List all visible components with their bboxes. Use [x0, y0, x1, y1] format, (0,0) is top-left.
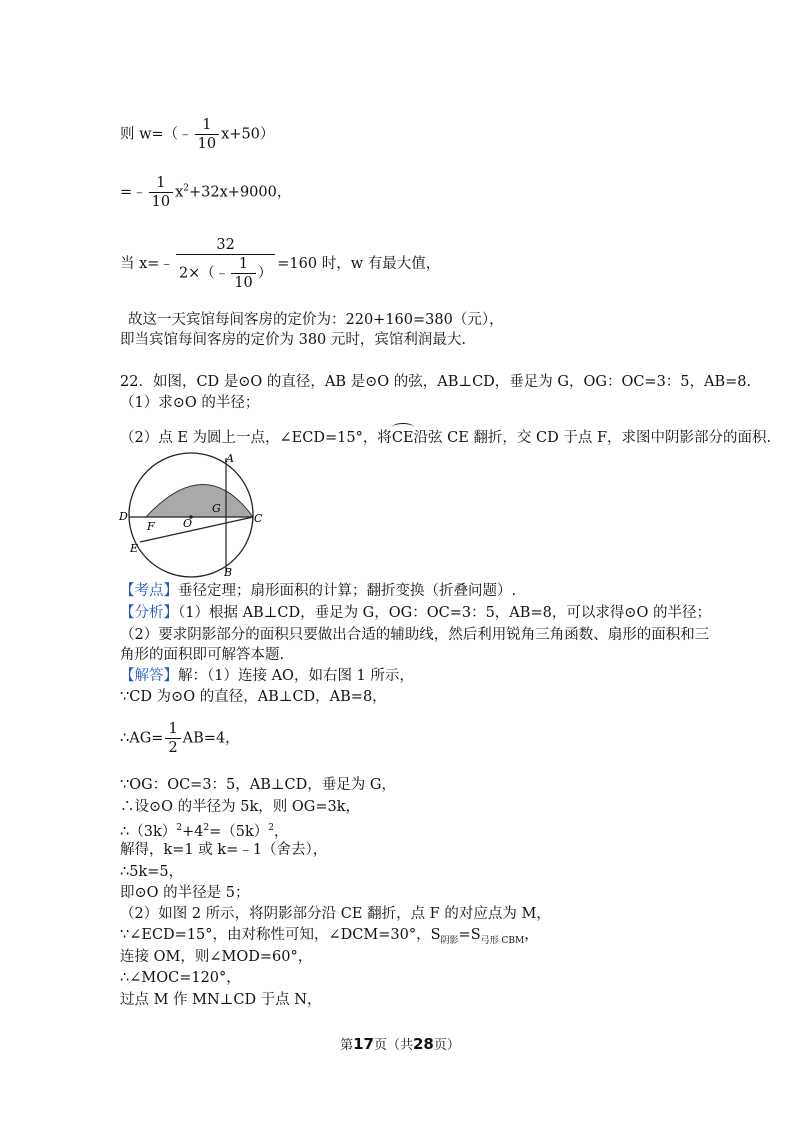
question-22-part1: （1）求⊙O 的半径；	[120, 395, 260, 411]
text: +32x+9000，	[189, 184, 292, 201]
kaodian-tag: 【考点】	[120, 583, 178, 599]
label-c: C	[254, 512, 263, 525]
fraction: $\frac{1}{10}$	[195, 116, 219, 153]
arc-ce: CE	[391, 430, 414, 446]
x-max-line	[120, 236, 440, 292]
connect-om-line: 连接 OM，则∠MOD=60°，	[120, 949, 313, 965]
because-line-2: ∵OG：OC=3：5，AB⊥CD，垂足为 G，	[120, 777, 396, 793]
part2-intro-line: （2）如图 2 所示，将阴影部分沿 CE 翻折，点 F 的对应点为 M，	[120, 906, 551, 922]
geometry-figure	[116, 448, 276, 580]
perp-mn-line: 过点 M 作 MN⊥CD 于点 N，	[120, 992, 322, 1008]
fraction: 32 2×（﹣ $\frac{1}{10}$ ）	[176, 236, 275, 292]
equation-line: $\therefore(3k)^2+4^2=(5k)^2$，	[120, 823, 289, 840]
solve-line: 解得，k=1 或 k=﹣1（舍去），	[120, 842, 328, 858]
five-k-line: ∴5k=5，	[120, 864, 184, 880]
page-number: 17	[353, 1035, 374, 1053]
kaodian-line: 【考点】垂径定理；扇形面积的计算；翻折变换（折叠问题）.	[120, 583, 517, 599]
jieda-line: 【解答】解：（1）连接 AO，如右图 1 所示，	[120, 668, 414, 684]
question-22: 22．如图，CD 是⊙O 的直径，AB 是⊙O 的弦，AB⊥CD，垂足为 G，OG：OC=3：5，AB=8.	[120, 374, 752, 390]
text: =160 时，w 有最大值，	[277, 256, 441, 272]
label-b: B	[224, 566, 233, 579]
label-f: F	[147, 520, 155, 533]
total-pages: 28	[413, 1035, 434, 1053]
shaded-region	[146, 485, 253, 518]
fenxi-line3: 角形的面积即可解答本题.	[120, 647, 285, 663]
radius-line: 即⊙O 的半径是 5；	[120, 885, 250, 901]
inner-fraction: $\frac{1}{10}$	[231, 255, 255, 292]
text: x	[175, 184, 184, 201]
label-g: G	[212, 502, 221, 515]
price-line: 故这一天宾馆每间客房的定价为：220+160=380（元），	[128, 312, 504, 328]
because-line-1: ∵CD 为⊙O 的直径，AB⊥CD，AB=8，	[120, 689, 387, 705]
profit-line: 即当宾馆每间客房的定价为 380 元时，宾馆利润最大.	[120, 332, 467, 348]
fenxi-tag: 【分析】	[120, 605, 178, 621]
chord-ce	[140, 517, 253, 542]
ag-line: ∴AG= $\frac{1}{2}$ AB=4，	[120, 721, 240, 756]
text: =﹣	[120, 184, 147, 201]
label-d: D	[119, 510, 128, 523]
angle-moc-line: ∴∠MOC=120°，	[120, 970, 241, 986]
text: 当 x=﹣	[120, 256, 174, 272]
text: 则 w=（﹣	[120, 126, 193, 143]
let-radius-line: ∴设⊙O 的半径为 5k，则 OG=3k，	[120, 799, 361, 815]
because-line-3: ∵∠ECD=15°，由对称性可知，∠DCM=30°，$S_{阴影}=S_{弓形 CBM}$，	[120, 927, 539, 946]
w-definition-line	[120, 116, 274, 153]
label-a: A	[226, 452, 234, 465]
w-expanded-line	[120, 174, 291, 211]
exponent: 2	[183, 183, 190, 194]
jieda-tag: 【解答】	[120, 668, 178, 684]
label-e: E	[130, 542, 139, 555]
text: x+50）	[221, 126, 275, 143]
question-22-part2: （2）点 E 为圆上一点，∠ECD=15°，将CE沿弦 CE 翻折，交 CD 于点 F，求图中阴影部分的面积.	[120, 430, 772, 446]
fenxi-line: 【分析】（1）根据 AB⊥CD，垂足为 G，OG：OC=3：5，AB=8，可以求得⊙O 的半径；	[120, 605, 711, 621]
label-o: O	[183, 517, 193, 530]
page-footer: 第17页（共28页）	[340, 1035, 460, 1053]
fraction: $\frac{1}{10}$	[149, 174, 173, 211]
fraction: $\frac{1}{2}$	[165, 720, 180, 757]
fenxi-line2: （2）要求阴影部分的面积只要做出合适的辅助线，然后利用锐角三角函数、扇形的面积和三	[120, 627, 710, 643]
